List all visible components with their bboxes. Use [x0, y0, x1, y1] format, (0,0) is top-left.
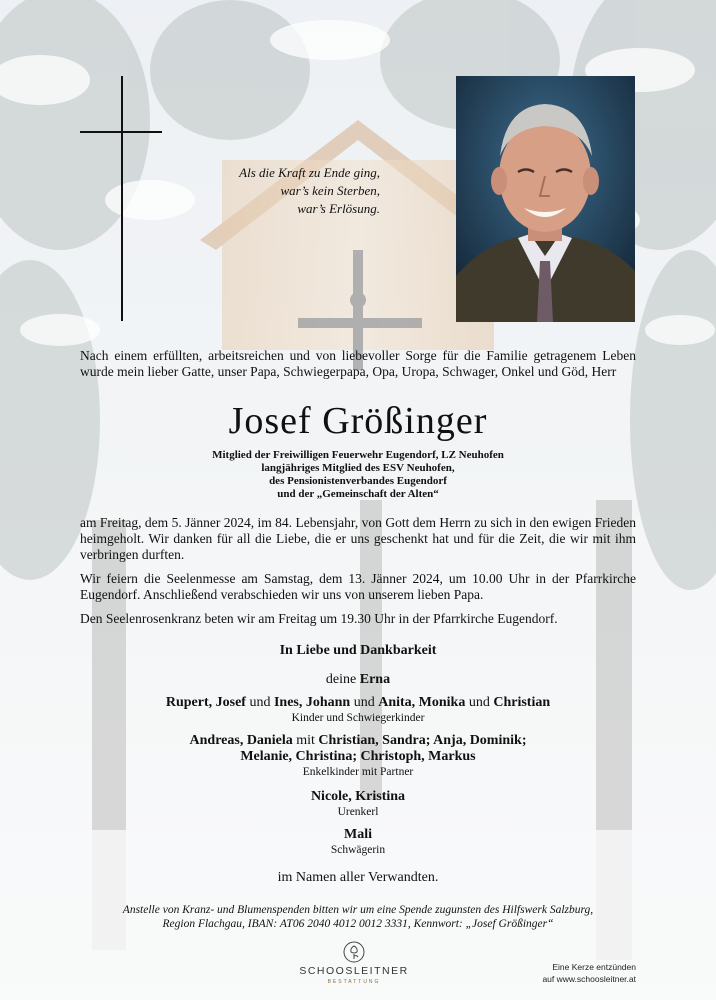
- grandchildren-line-2: Melanie, Christina; Christoph, Markus: [240, 749, 476, 764]
- donation-line: Region Flachgau, IBAN: AT06 2040 4012 0012 3331, Kennwort: „Josef Größinger“: [162, 918, 554, 930]
- rose-logo-icon: [343, 941, 365, 963]
- quote-line: war’s Erlösung.: [297, 201, 380, 216]
- child-names: Ines, Johann: [273, 695, 351, 710]
- conjunction: mit: [296, 733, 315, 748]
- grandchildren-line-1: [0, 732, 716, 749]
- membership-line: langjähriges Mitglied des ESV Neuhofen,: [261, 462, 455, 474]
- wife-line: [0, 671, 716, 688]
- donation-line: Anstelle von Kranz- und Blumenspenden bitten wir um eine Spende zugunsten des Hilfswerk Salzburg,: [122, 904, 594, 916]
- cross-icon-horizontal: [80, 131, 162, 133]
- intro-text: Nach einem erfüllten, arbeitsreichen und von liebevoller Sorge für die Familie getragenem Leben wurde mein lieber Gatte, unser Papa, Schwiegerpapa, Opa, Uropa, Schwager, Onkel und Göd, Herr: [80, 348, 636, 379]
- cross-icon-vertical: [121, 76, 123, 321]
- sister-in-law-name: Mali: [344, 827, 372, 842]
- child-names: Rupert, Josef: [165, 695, 246, 710]
- conjunction: und: [468, 695, 490, 710]
- candle-link[interactable]: [500, 961, 636, 985]
- funeral-home-name: SCHOOSLEITNER: [299, 965, 409, 977]
- candle-line: Eine Kerze entzünden: [552, 962, 636, 972]
- quote-line: Als die Kraft zu Ende ging,: [239, 165, 380, 180]
- rosary-info: Den Seelenrosenkranz beten wir am Freitag um 19.30 Uhr in der Pfarrkirche Eugendorf.: [80, 611, 558, 626]
- sister-in-law-relation: Schwägerin: [330, 844, 386, 856]
- grandchildren-relation: Enkelkinder mit Partner: [302, 766, 414, 778]
- membership-line: Mitglied der Freiwilligen Feuerwehr Eugendorf, LZ Neuhofen: [212, 449, 504, 461]
- wife-prefix: deine: [325, 672, 357, 687]
- death-announcement: am Freitag, dem 5. Jänner 2024, im 84. Lebensjahr, von Gott dem Herrn zu sich in den ewigen Frieden heimgeholt. Wir danken für all die Liebe, die er uns geschenkt hat und für die Zeit, die wir mit ihm verbringen durften.: [80, 515, 636, 562]
- membership-line: und der „Gemeinschaft der Alten“: [277, 488, 439, 500]
- portrait-photo: [456, 76, 635, 322]
- mourners-heading: In Liebe und Dankbarkeit: [279, 643, 437, 658]
- memberships: [0, 449, 716, 501]
- funeral-home-subtitle: BESTATTUNG: [327, 979, 381, 985]
- child-names: Anita, Monika: [378, 695, 466, 710]
- quote-line: war’s kein Sterben,: [280, 183, 380, 198]
- greatgrandchildren-relation: Urenkerl: [337, 806, 379, 818]
- membership-line: des Pensionistenverbandes Eugendorf: [269, 475, 447, 487]
- children-line: [0, 694, 716, 711]
- grandchild-names: Christian, Sandra; Anja, Dominik;: [318, 733, 527, 748]
- grandchild-names: Andreas, Daniela: [189, 733, 293, 748]
- donation-note: [0, 903, 716, 931]
- memorial-quote: [190, 164, 380, 218]
- conjunction: und: [353, 695, 375, 710]
- child-names: Christian: [493, 695, 551, 710]
- greatgrandchildren-names: Nicole, Kristina: [310, 789, 406, 804]
- candle-url[interactable]: auf www.schoosleitner.at: [542, 974, 636, 984]
- wife-name: Erna: [359, 672, 391, 687]
- deceased-name: Josef Größinger: [228, 400, 488, 442]
- closing-line: im Namen aller Verwandten.: [277, 870, 439, 885]
- funeral-mass-info: Wir feiern die Seelenmesse am Samstag, dem 13. Jänner 2024, um 10.00 Uhr in der Pfarrkirche Eugendorf. Anschließend verabschieden wir uns von unserem lieben Papa.: [80, 571, 636, 602]
- children-relation: Kinder und Schwiegerkinder: [291, 712, 425, 724]
- conjunction: und: [249, 695, 271, 710]
